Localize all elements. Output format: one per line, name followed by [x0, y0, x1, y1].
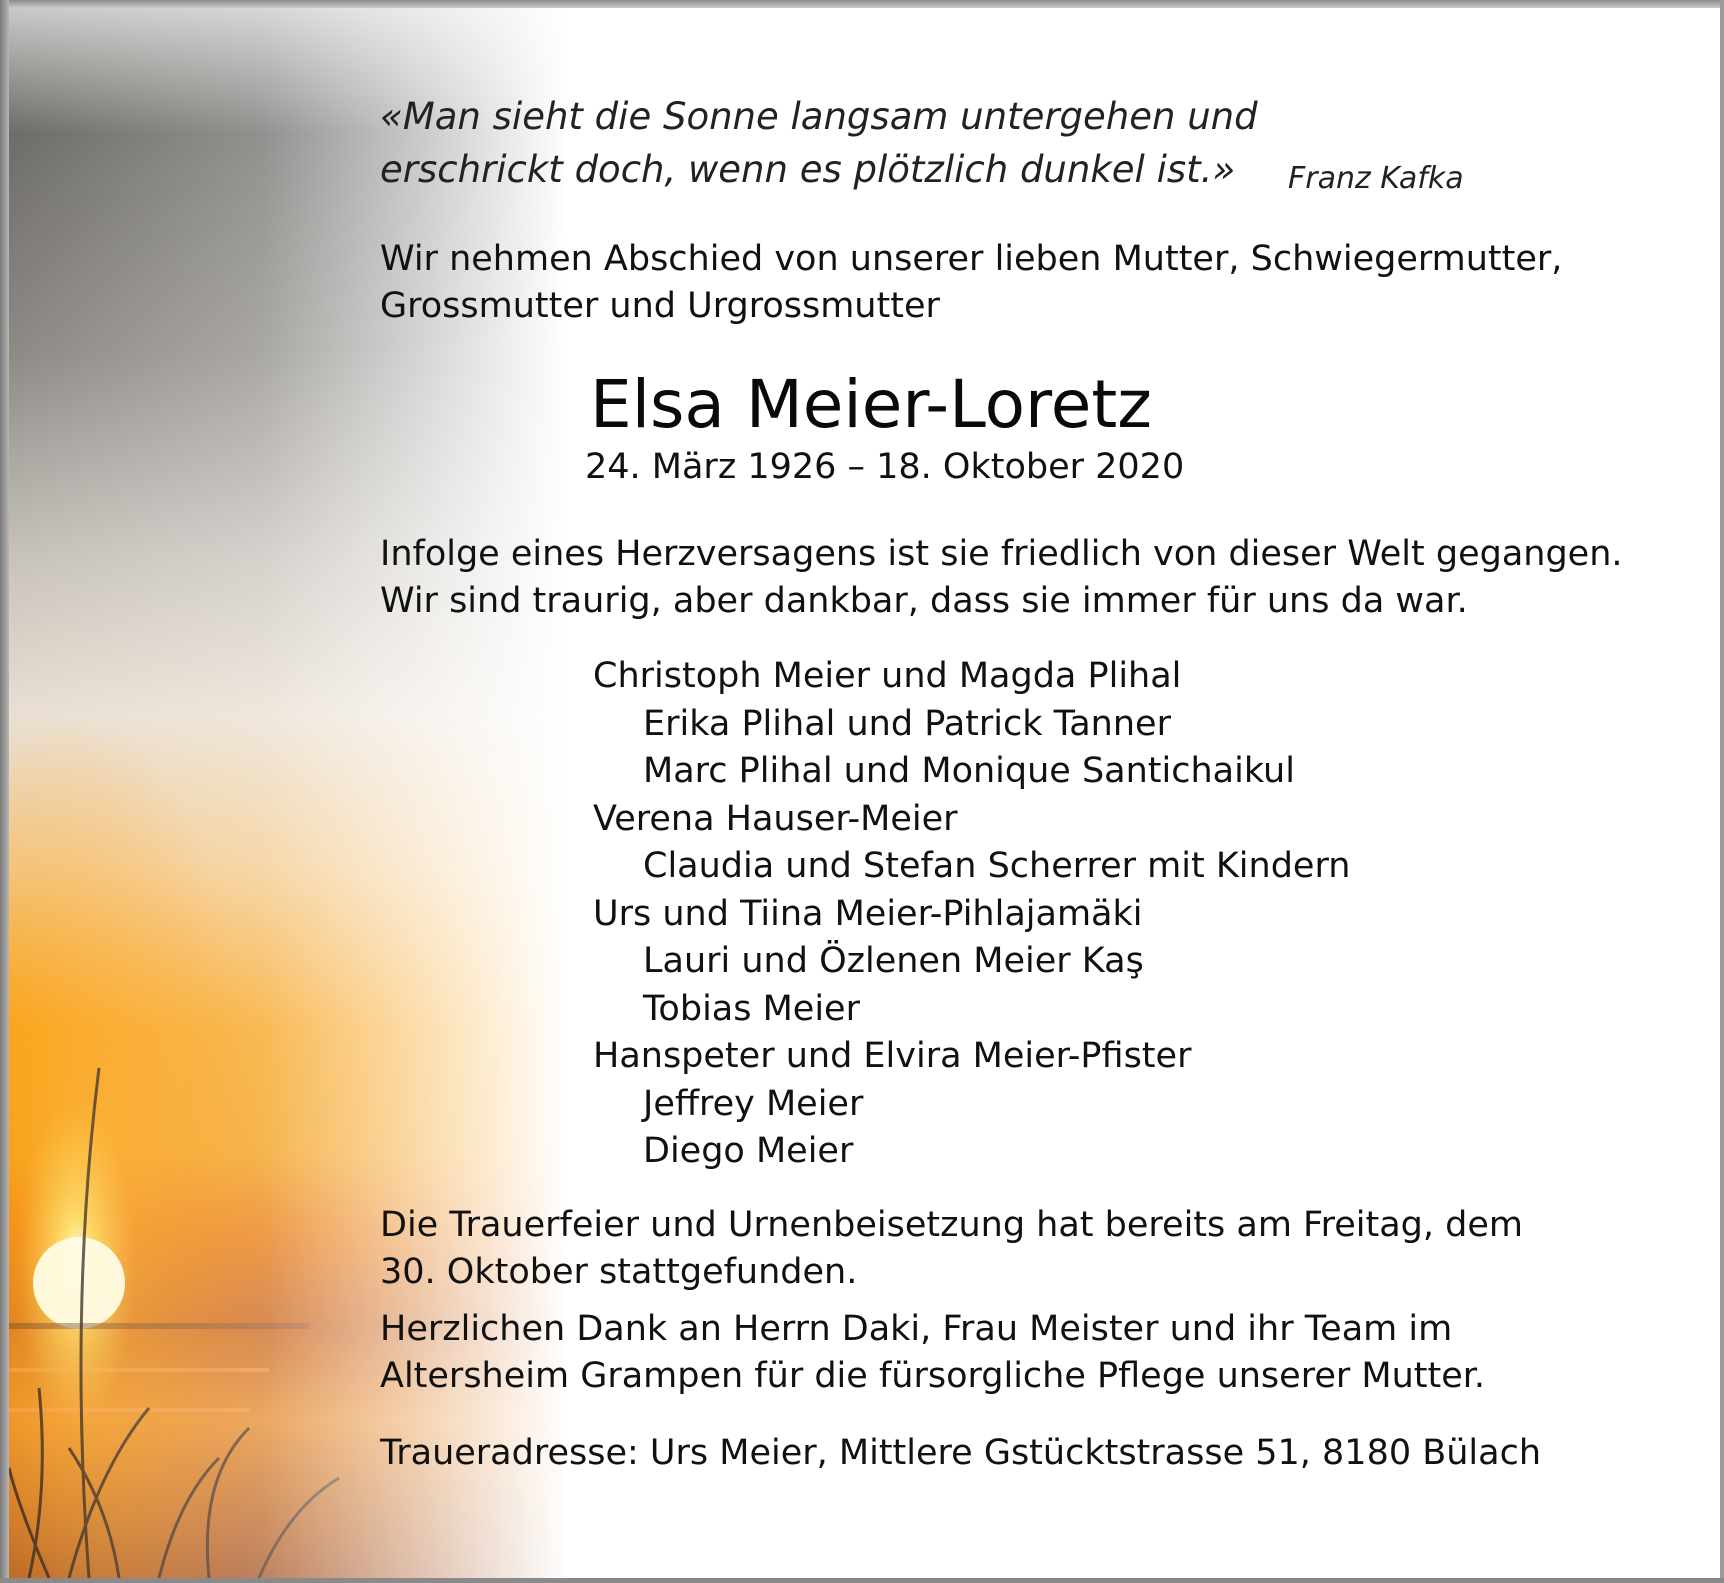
- family-member-child: Erika Plihal und Patrick Tanner: [643, 703, 1171, 744]
- family-member: Christoph Meier und Magda Plihal: [593, 656, 1182, 696]
- intro-line: Wir nehmen Abschied von unserer lieben Mutter, Schwiegermutter,: [380, 239, 1563, 279]
- family-list: [593, 653, 1680, 1176]
- ceremony-notice: [380, 1202, 1680, 1296]
- quote-line: erschrickt doch, wenn es plötzlich dunkel ist.»: [380, 148, 1236, 191]
- thanks-notice: [380, 1306, 1680, 1400]
- ceremony-line: Die Trauerfeier und Urnenbeisetzung hat bereits am Freitag, dem: [380, 1204, 1523, 1245]
- intro-line: Grossmutter und Urgrossmutter: [380, 286, 940, 326]
- frame-bottom-border: [0, 1578, 1724, 1583]
- family-member-child: Lauri und Özlenen Meier Kaş: [643, 941, 1144, 981]
- family-member: Urs und Tiina Meier-Pihlajamäki: [593, 893, 1143, 934]
- life-dates: 24. März 1926 – 18. Oktober 2020: [585, 447, 1185, 487]
- passing-message: [380, 531, 1680, 625]
- family-member-child: Marc Plihal und Monique Santichaikul: [643, 751, 1295, 791]
- thanks-line: Herzlichen Dank an Herrn Daki, Frau Meister und ihr Team im: [380, 1308, 1453, 1349]
- mourning-address: Traueradresse: Urs Meier, Mittlere Gstücktstrasse 51, 8180 Bülach: [380, 1432, 1542, 1473]
- thanks-line: Altersheim Grampen für die fürsorgliche Pflege unserer Mutter.: [380, 1355, 1486, 1396]
- ceremony-line: 30. Oktober stattgefunden.: [380, 1251, 858, 1292]
- obituary-text: [380, 90, 1680, 1477]
- message-line: Wir sind traurig, aber dankbar, dass sie immer für uns da war.: [380, 581, 1468, 621]
- frame-top-border: [0, 0, 1724, 8]
- message-line: Infolge eines Herzversagens ist sie friedlich von dieser Welt gegangen.: [380, 534, 1623, 574]
- farewell-intro: [380, 236, 1680, 330]
- family-member-child: Jeffrey Meier: [643, 1083, 864, 1124]
- deceased-name: Elsa Meier-Loretz: [590, 366, 1152, 443]
- family-member-child: Diego Meier: [643, 1131, 854, 1171]
- frame-left-border: [0, 0, 9, 1583]
- family-member: Verena Hauser-Meier: [593, 798, 958, 839]
- frame-right-border: [1720, 0, 1724, 1583]
- quote-author: Franz Kafka: [1288, 161, 1464, 196]
- family-member-child: Tobias Meier: [643, 988, 860, 1029]
- kafka-quote: [380, 90, 1680, 196]
- quote-line: «Man sieht die Sonne langsam untergehen und: [380, 95, 1258, 138]
- family-member: Hanspeter und Elvira Meier-Pfister: [593, 1036, 1192, 1076]
- family-member-child: Claudia und Stefan Scherrer mit Kindern: [643, 846, 1351, 886]
